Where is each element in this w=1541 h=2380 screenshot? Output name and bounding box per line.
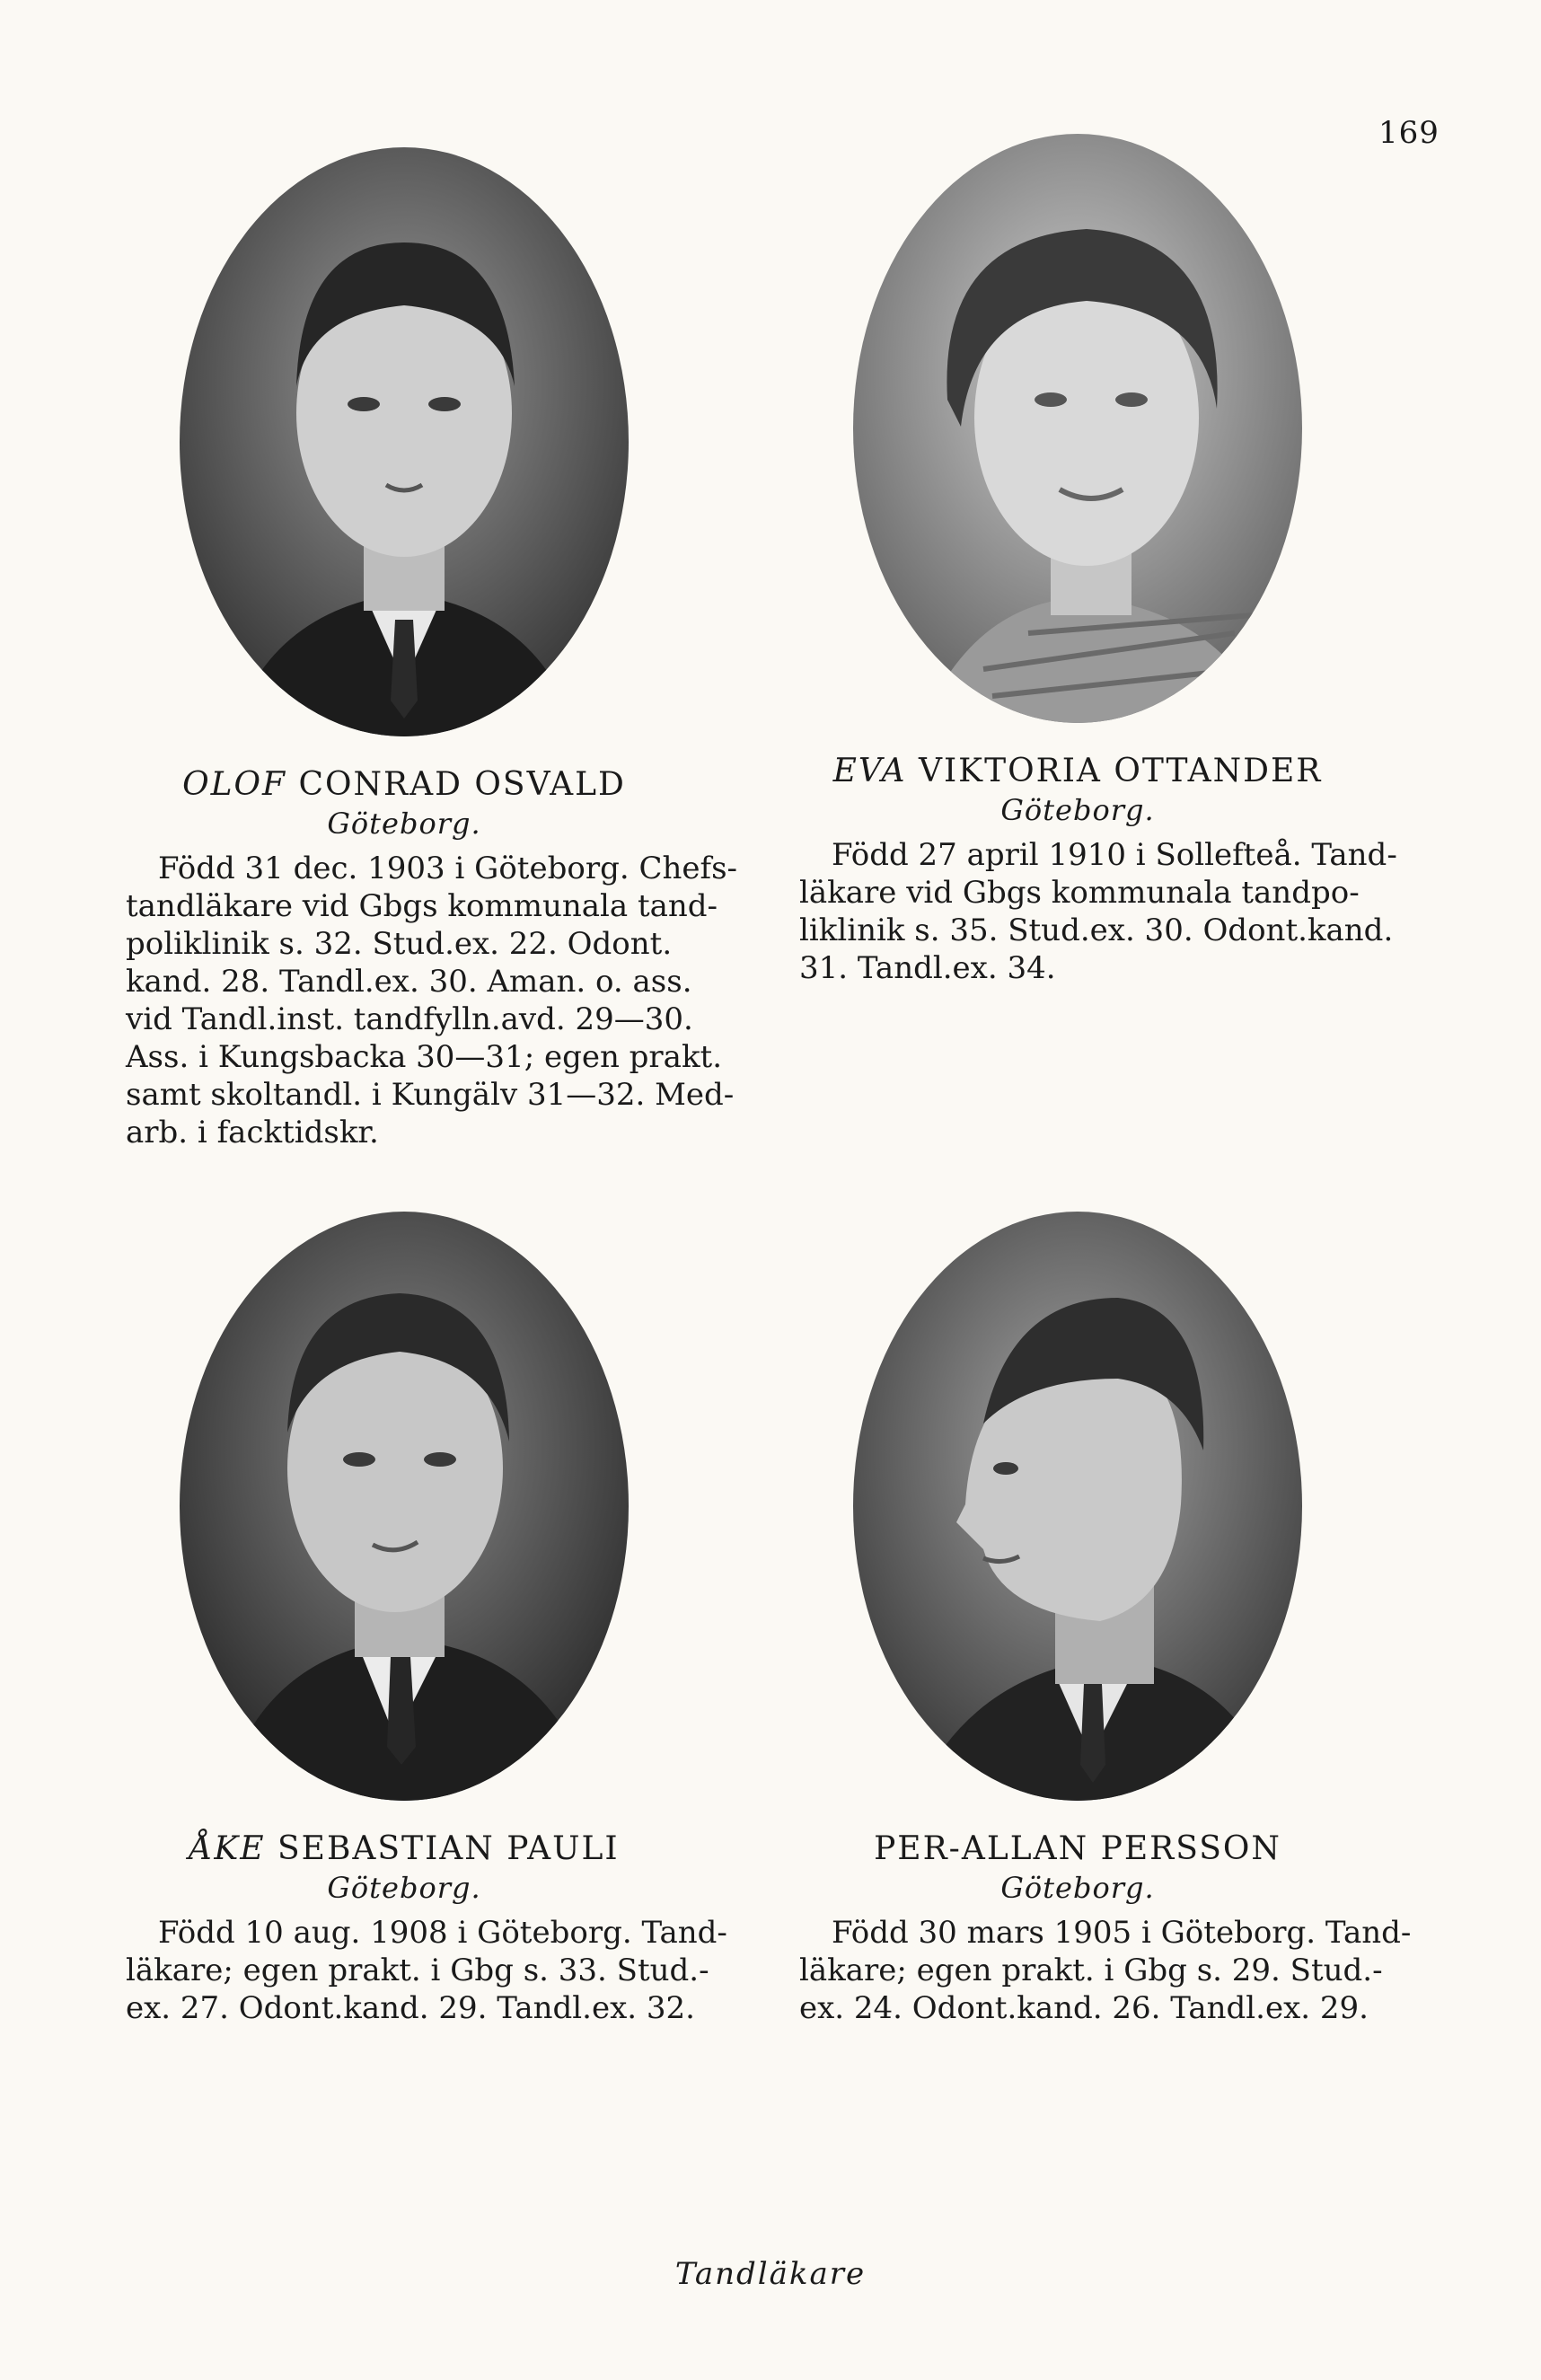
birth-city: Göteborg. (327, 807, 481, 841)
biography-entry (799, 130, 1397, 987)
biography-entry (126, 144, 738, 1151)
person-name: OLOF CONRAD OSVALD (182, 766, 626, 803)
person-name: ÅKE SEBASTIAN PAULI (189, 1830, 620, 1867)
portrait-photo (175, 1208, 633, 1805)
portrait-photo (175, 144, 633, 741)
person-name: PER-ALLAN PERSSON (874, 1830, 1281, 1867)
birth-city: Göteborg. (327, 1871, 481, 1905)
biography-text: Född 10 aug. 1908 i Göteborg. Tand- läkare; egen prakt. i Gbg s. 33. Stud.- ex. 27. Odont.kand. 29. Tandl.ex. 32. (126, 1915, 727, 2026)
person-name: EVA VIKTORIA OTTANDER (832, 753, 1323, 789)
biography-text: Född 30 mars 1905 i Göteborg. Tand- läkare; egen prakt. i Gbg s. 29. Stud.- ex. 24. Odont.kand. 26. Tandl.ex. 29. (799, 1915, 1412, 2026)
biography-entry (126, 1208, 727, 2027)
portrait-photo (849, 130, 1307, 727)
portrait-photo (849, 1208, 1307, 1805)
birth-city: Göteborg. (1000, 793, 1155, 827)
biography-text: Född 27 april 1910 i Sollefteå. Tand- läkare vid Gbgs kommunala tandpo- liklinik s. 35. Stud.ex. 30. Odont.kand. 31. Tandl.ex. 34. (799, 837, 1397, 986)
page-footer: Tandläkare (674, 2256, 867, 2292)
page-number: 169 (1378, 115, 1440, 151)
biography-text: Född 31 dec. 1903 i Göteborg. Chefs- tandläkare vid Gbgs kommunala tand- poliklinik s. 32. Stud.ex. 22. Odont. kand. 28. Tandl.ex. 30. Aman. o. ass. vid Tandl.inst. tandfylln.avd. 29—30. Ass. i Kungsbacka 30—31; egen prakt. samt skoltandl. i Kungälv 31—32. Med- arb. i facktidskr. (126, 851, 738, 1150)
biography-entry (799, 1208, 1412, 2027)
birth-city: Göteborg. (1000, 1871, 1155, 1905)
